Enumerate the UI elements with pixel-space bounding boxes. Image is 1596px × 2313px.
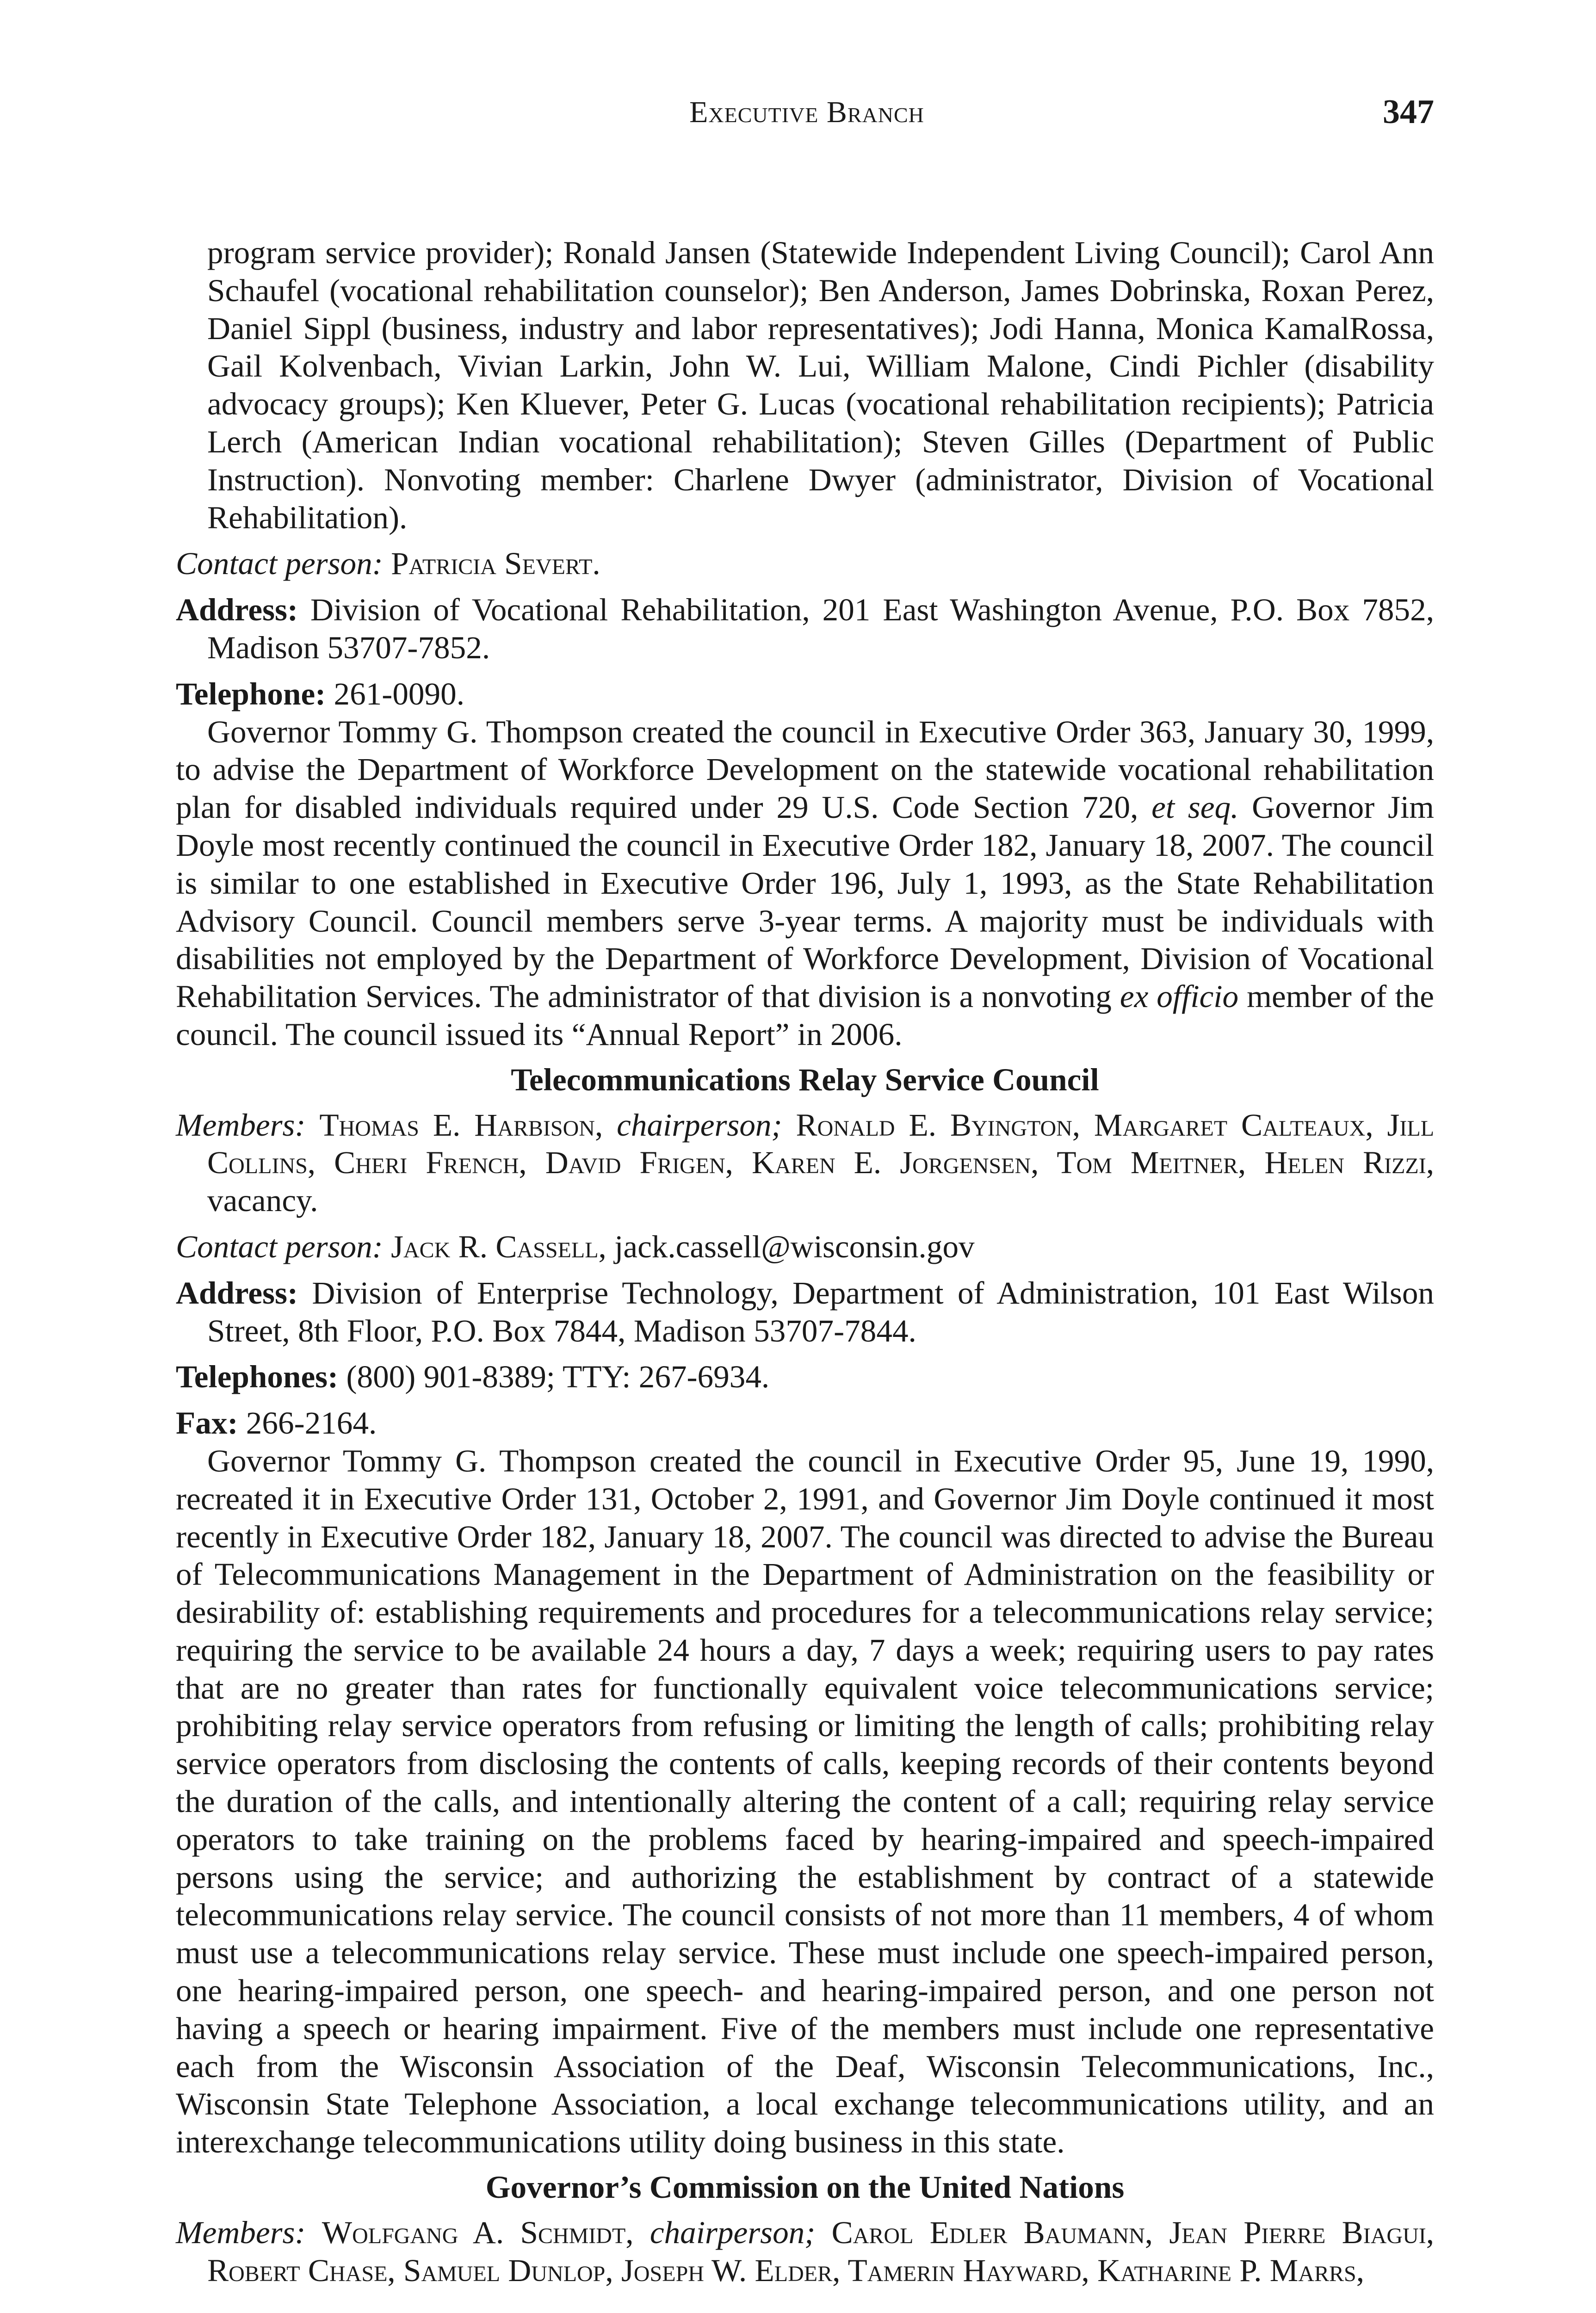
description-italic-1: et seq. [1151,789,1239,825]
telephone-value: 261-0090. [334,675,465,711]
address-value: Division of Enterprise Technology, Department of Administration, 101 East Wilson Street, 8th Floor, P.O. Box 7844, Madison 53707-7844. [207,1274,1435,1348]
members-continuation: program service provider); Ronald Jansen (Statewide Independent Living Council); Carol Ann Schaufel (vocational rehabilitation counselor); Ben Anderson, James Dobrinska, Roxan Perez, Daniel Sippl (business, industry and labor representatives); Jodi Hanna, Monica KamalRossa, Gail Kolvenbach, Vivian Larkin, John W. Lui, William Malone, Cindi Pichler (disability advocacy groups); Ken Kluever, Peter G. Lucas (vocational rehabilitation recipients); Patricia Lerch (American Indian vocational rehabilitation); Steven Gilles (Department of Public Instruction). Nonvoting member: Charlene Dwyer (administrator, Division of Vocational Rehabilitation). [207,235,1434,535]
members-vacancy: vacancy. [207,1182,318,1218]
members-list: Carol Edler Baumann, Jean Pierre Biagui, Robert Chase, Samuel Dunlop, Joseph W. Elder, Tamerin Hayward, Katharine P. Marrs, [207,2214,1435,2288]
description-text-3: member of the council. The council issued its “Annual Report” in 2006. [176,978,1435,1052]
contact-person-name: Patricia Severt. [391,545,600,581]
contact-person-label: Contact person: [176,1228,383,1264]
contact-person-line [176,544,1434,582]
fax-label: Fax: [176,1405,238,1441]
telecom-address-line [176,1274,1434,1350]
chair-role: chairperson; [617,1107,782,1143]
chair-name: Thomas E. Harbison, [319,1107,603,1143]
running-head: Executive Branch [689,95,924,129]
address-label: Address: [176,1274,298,1311]
chair-name: Wolfgang A. Schmidt, [322,2214,634,2250]
telecom-telephones-line [176,1358,1434,1396]
address-value: Division of Vocational Rehabilitation, 201 East Washington Avenue, P.O. Box 7852, Madison 53707-7852. [207,592,1435,665]
section-heading-telecom: Telecommunications Relay Service Council [511,1061,1099,1097]
council-description [176,713,1434,1053]
telephone-line [176,675,1434,713]
telecom-description: Governor Tommy G. Thompson created the council in Executive Order 95, June 19, 1990, recreated it in Executive Order 131, October 2, 1991, and Governor Jim Doyle continued it most recently in Executive Order 182, January 18, 2007. The council was directed to advise the Bureau of Telecommunications Management in the Department of Administration on the feasibility or desirability of: establishing requirements and procedures for a telecommunications relay service; requiring the service to be available 24 hours a day, 7 days a week; requiring users to pay rates that are no greater than rates for functionally equivalent voice telecommunications service; prohibiting relay service operators from refusing or limiting the length of calls; prohibiting relay service operators from disclosing the contents of calls, keeping records of their contents beyond the duration of the calls, and intentionally altering the content of a call; requiring relay service operators to take training on the problems faced by hearing-impaired and speech-impaired persons using the service; and authorizing the establishment by contract of a statewide telecommunications relay service. The council consists of not more than 11 members, 4 of whom must use a telecommunications relay service. These must include one speech-impaired person, one hearing-impaired person, one speech- and hearing-impaired person, and one person not having a speech or hearing impairment. Five of the members must include one representative each from the Wisconsin Association of the Deaf, Wisconsin Telecommunications, Inc., Wisconsin State Telephone Association, a local exchange telecommunications utility, and an interexchange telecommunications utility doing business in this state. [176,1442,1434,2160]
address-label: Address: [176,592,298,628]
description-italic-2: ex officio [1120,978,1239,1014]
telecom-members [176,1106,1434,1219]
chair-role: chairperson; [650,2214,816,2250]
members-list: Ronald E. Byington, Margaret Calteaux, Jill Collins, Cheri French, David Frigen, Karen E. Jorgensen, Tom Meitner, Helen Rizzi, [207,1107,1435,1181]
telephone-label: Telephone: [176,675,326,711]
members-label: Members: [176,1107,306,1143]
telecom-fax-line [176,1404,1434,1442]
un-members [176,2214,1434,2289]
description-text-1: Governor Tommy G. Thompson created the council in Executive Order 363, January 30, 1999, to advise the Department of Workforce Development on the statewide vocational rehabilitation plan for disabled individuals required under 29 U.S. Code Section 720, [176,713,1434,825]
contact-person-label: Contact person: [176,545,383,581]
section-heading-un: Governor’s Commission on the United Nations [485,2169,1125,2205]
contact-email: jack.cassell@wisconsin.gov [614,1228,975,1264]
fax-value: 266-2164. [246,1405,377,1441]
telephones-value: (800) 901-8389; TTY: 267-6934. [346,1359,770,1395]
page-content [176,234,1434,2289]
page-number: 347 [1383,93,1434,131]
telephones-label: Telephones: [176,1359,339,1395]
contact-person-name: Jack R. Cassell, [391,1228,606,1264]
members-label: Members: [176,2214,306,2250]
telecom-contact-line [176,1228,1434,1266]
address-line [176,591,1434,667]
description-text-2: Governor Jim Doyle most recently continued the council in Executive Order 182, January 18, 2007. The council is similar to one established in Executive Order 196, July 1, 1993, as the State Rehabilitation Advisory Council. Council members serve 3-year terms. A majority must be individuals with disabilities not employed by the Department of Workforce Development, Division of Vocational Rehabilitation Services. The administrator of that division is a nonvoting [176,789,1434,1014]
